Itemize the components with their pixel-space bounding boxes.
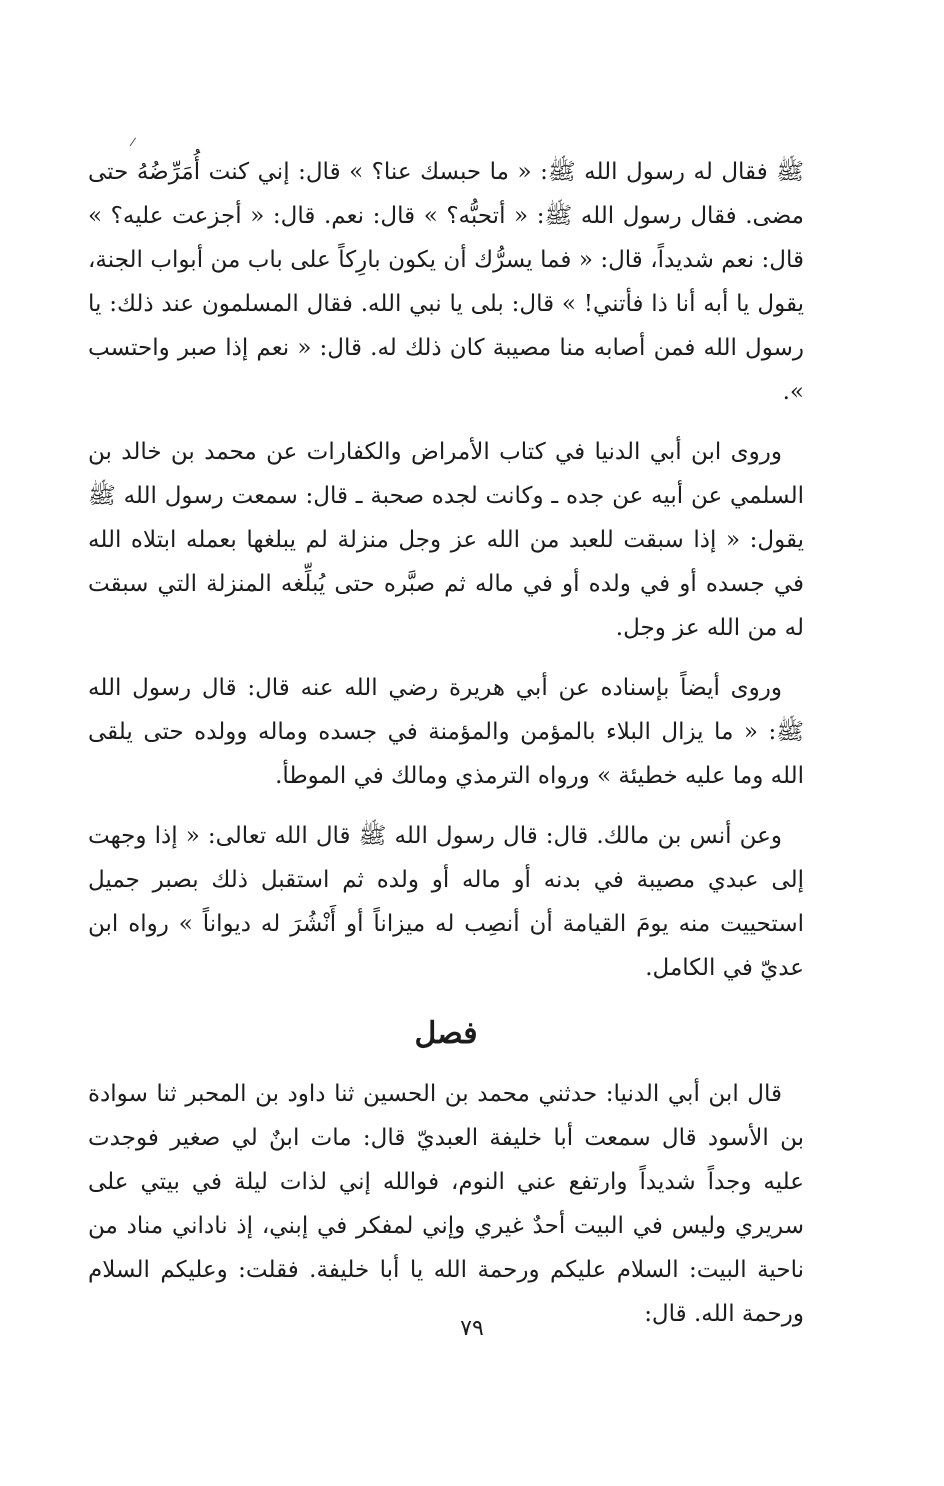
- pen-mark: [130, 137, 140, 148]
- section-heading: فصل: [414, 1016, 478, 1051]
- paragraph-1: ﷺ فقال له رسول الله ﷺ: « ما حبسك عنا؟ » قال: إني كنت أُمَرِّضُهُ حتى مضى. فقال رسول الله ﷺ: « أتحبُّه؟ » قال: نعم. قال: « أجزعت عليه؟ » قال: نعم شديداً، قال: « فما يسرُّك أن يكون بارِكاً على باب من أبواب الجنة، يقول يا أبه أنا ذا فأتني! » قال: بلى يا نبي الله. فقال المسلمون عند ذلك: يا رسول الله فمن أصابه منا مصيبة كان ذلك له. قال: « نعم إذا صبر واحتسب ».: [88, 159, 804, 405]
- page-number: ٧٩: [460, 1316, 484, 1341]
- page-body: [88, 150, 804, 1336]
- paragraph-3: وروى أيضاً بإسناده عن أبي هريرة رضي الله عنه قال: قال رسول الله ﷺ: « ما يزال البلاء بالمؤمن والمؤمنة في جسده وماله وولده حتى يلقى الله وما عليه خطيئة » ورواه الترمذي ومالك في الموطأ.: [88, 675, 804, 789]
- paragraph-5: قال ابن أبي الدنيا: حدثني محمد بن الحسين ثنا داود بن المحبر ثنا سوادة بن الأسود قال سمعت أبا خليفة العبديّ قال: مات ابنٌ لي صغير فوجدت عليه وجداً شديداً وارتفع عني النوم، فوالله إني لذات ليلة في بيتي على سريري وليس في البيت أحدٌ غيري وإني لمفكر في إبني، إذ ناداني مناد من ناحية البيت: السلام عليكم ورحمة الله يا أبا خليفة. فقلت: وعليكم السلام ورحمة الله. قال:: [88, 1081, 804, 1327]
- paragraph-2: وروى ابن أبي الدنيا في كتاب الأمراض والكفارات عن محمد بن خالد بن السلمي عن أبيه عن جده ـ وكانت لجده صحبة ـ قال: سمعت رسول الله ﷺ يقول: « إذا سبقت للعبد من الله عز وجل منزلة لم يبلغها بعمله ابتلاه الله في جسده أو في ولده أو في ماله ثم صبَّره حتى يُبلِّغه المنزلة التي سبقت له من الله عز وجل.: [88, 439, 804, 641]
- paragraph-4: وعن أنس بن مالك. قال: قال رسول الله ﷺ قال الله تعالى: « إذا وجهت إلى عبدي مصيبة في بدنه أو ماله أو ولده ثم استقبل ذلك بصبر جميل استحييت منه يومَ القيامة أن أنصِب له ميزاناً أو أَنْشُرَ له ديواناً » رواه ابن عديّ في الكامل.: [88, 823, 804, 981]
